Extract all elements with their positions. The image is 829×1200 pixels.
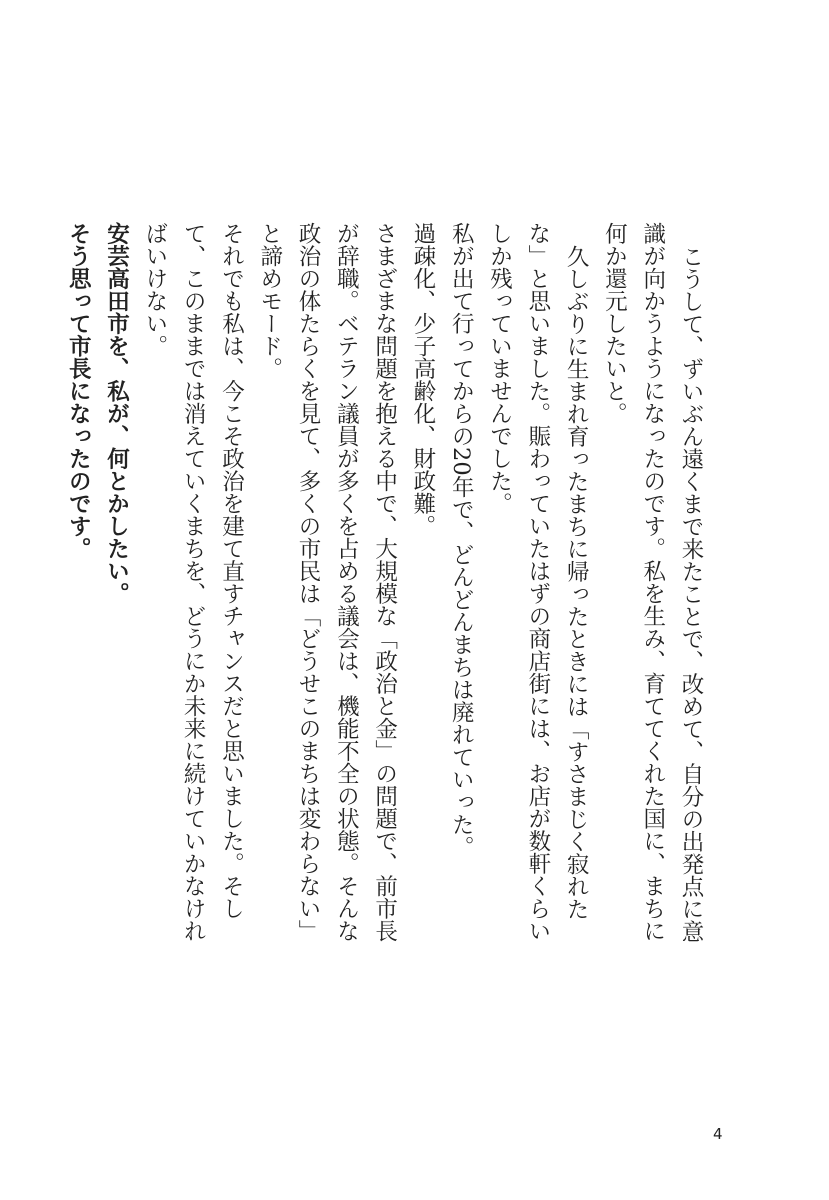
paragraph-6: それでも私は、今こそ政治を建て直すチャンスだと思いました。そして、このままでは消えていくまちを、どうにか未来に続けていかなければいけない。 <box>141 222 245 942</box>
bold-statement-2: そう思って市長になったのです。 <box>65 222 92 560</box>
paragraph-4: 過疎化、少子高齢化、財政難。 <box>409 222 436 537</box>
page-number: 4 <box>713 1125 723 1143</box>
paragraph-1: こうして、ずいぶん遠くまで来たことで、改めて、自分の出発点に意識が向かうようになったのです。私を生み、育ててくれた国に、まちに何か還元したいと。 <box>601 222 704 942</box>
vertical-text-body <box>65 222 710 942</box>
paragraph-3: 私が出て行ってからの20年で、どんどんまちは廃れていった。 <box>448 222 475 859</box>
paragraph-2: 久しぶりに生まれ育ったまちに帰ったときには「すさまじく寂れたな」と思いました。賑わっていたはずの商店街には、お店が数軒くらいしか残っていませんでした。 <box>486 222 590 942</box>
bold-statement-1: 安芸高田市を、私が、何とかしたい。 <box>103 222 130 605</box>
paragraph-5: さまざまな問題を抱える中で、大規模な「政治と金」の問題で、前市長が辞職。ベテラン議員が多くを占める議会は、機能不全の状態。そんな政治の体たらくを見て、多くの市民は「どうせこのまちは変わらない」と諦めモード。 <box>256 222 398 942</box>
